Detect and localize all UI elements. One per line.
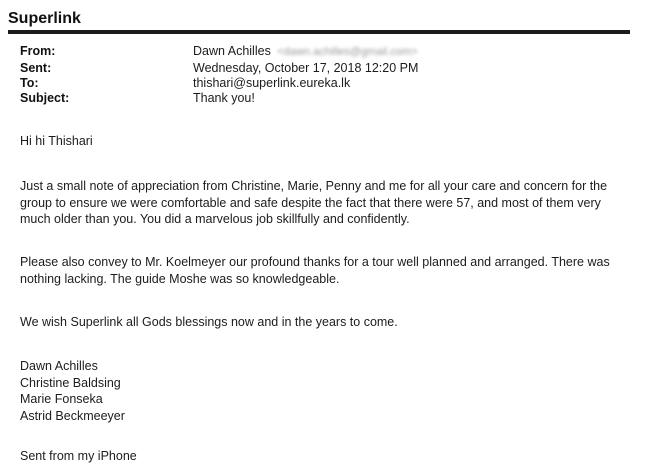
signatory-name: Marie Fonseka [20,392,103,406]
signatory-name: Christine Baldsing [20,375,121,390]
sender-name: Dawn Achilles [193,44,271,58]
signatory-name: Dawn Achilles [20,359,98,373]
mobile-footer: Sent from my iPhone [20,449,137,463]
sent-label: Sent: [20,61,52,75]
brand-title: Superlink [8,10,81,27]
from-value [193,44,418,58]
sender-email-redacted: <dawn.achilles@gmail.com> [277,46,418,58]
subject-label: Subject: [20,91,70,105]
paragraph-appreciation: Just a small note of appreciation from Christine, Marie, Penny and me for all your care and concern for the group to ensure we were comfortable and safe despite the fact that there were 57, and most of them very much older than you. You did a marvelous job skillfully and confidently. [20,179,608,226]
to-value: thishari@superlink.eureka.lk [193,76,351,90]
from-label: From: [20,44,56,58]
to-label: To: [20,76,39,90]
subject-value: Thank you! [193,91,255,105]
signatory-name: Astrid Beckmeeyer [20,408,125,423]
greeting: Hi hi Thishari [20,134,93,148]
signature-block [20,358,630,424]
paragraph-thanks: Please also convey to Mr. Koelmeyer our profound thanks for a tour well planned and arranged. There was nothing lacking. The guide Moshe was so knowledgeable. [20,255,610,286]
header-rule [8,30,630,34]
sent-value: Wednesday, October 17, 2018 12:20 PM [193,61,419,75]
paragraph-blessings: We wish Superlink all Gods blessings now and in the years to come. [20,315,398,329]
